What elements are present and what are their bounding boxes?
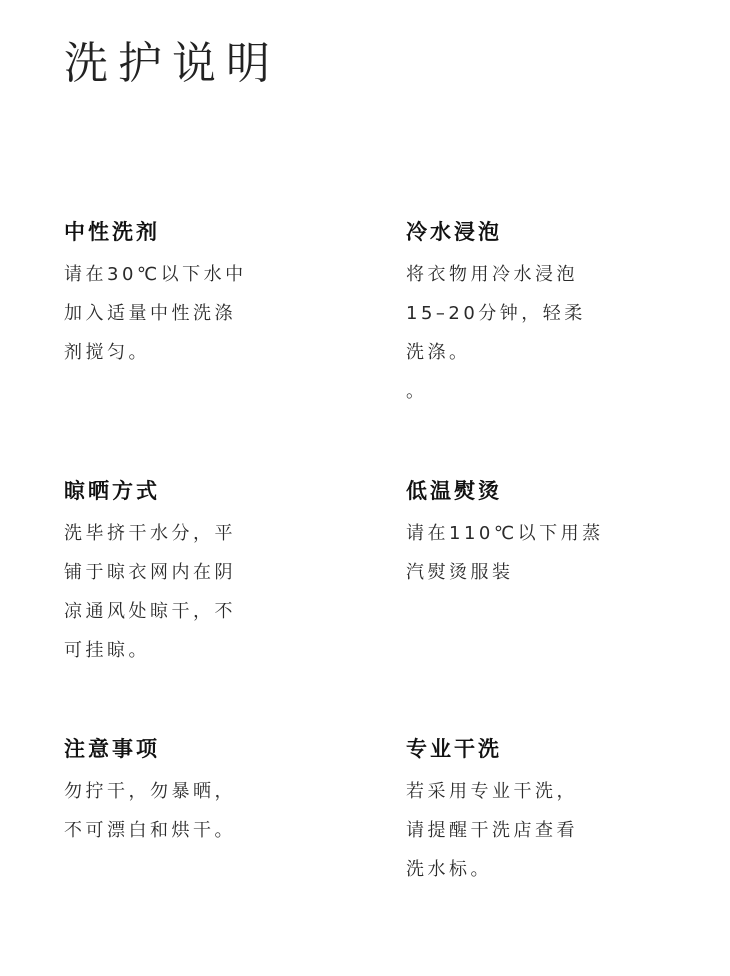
section-text-line: 洗水标。 [406, 859, 492, 880]
care-section-drying [64, 477, 314, 670]
section-text-line: 洗毕挤干水分，平 [64, 523, 236, 544]
section-text-line: 洗涤。 [406, 342, 471, 363]
section-text-line: 铺于晾衣网内在阴 [64, 562, 236, 583]
section-text-line: 将衣物用冷水浸泡 [406, 264, 578, 285]
section-text-line: 剂搅匀。 [64, 342, 150, 363]
care-section-cold-soak [406, 218, 656, 411]
section-text-line: 请在110℃以下用蒸 [406, 523, 604, 544]
section-text-line: 勿拧干，勿暴晒， [64, 781, 236, 802]
section-text-line: 可挂晾。 [64, 640, 150, 661]
section-heading: 专业干洗 [406, 737, 502, 761]
care-section-notices [64, 735, 314, 850]
page-title: 洗护说明 [64, 38, 280, 89]
section-text-line: 凉通风处晾干，不 [64, 601, 236, 622]
section-heading: 注意事项 [64, 737, 160, 761]
section-heading: 冷水浸泡 [406, 220, 502, 244]
section-text-line: 不可漂白和烘干。 [64, 820, 236, 841]
section-heading: 低温熨烫 [406, 479, 502, 503]
care-section-low-temp-ironing [406, 477, 656, 592]
section-text-line: 请在30℃以下水中 [64, 264, 247, 285]
section-text-line: 加入适量中性洗涤 [64, 303, 236, 324]
care-section-professional-dry-clean [406, 735, 656, 889]
section-text-line: 。 [406, 381, 428, 402]
section-text-line: 若采用专业干洗， [406, 781, 578, 802]
section-text-line: 请提醒干洗店查看 [406, 820, 578, 841]
section-text-line: 15–20分钟，轻柔 [406, 303, 586, 324]
section-heading: 中性洗剂 [64, 220, 160, 244]
section-heading: 晾晒方式 [64, 479, 160, 503]
care-section-neutral-detergent [64, 218, 314, 372]
section-text-line: 汽熨烫服装 [406, 562, 514, 583]
